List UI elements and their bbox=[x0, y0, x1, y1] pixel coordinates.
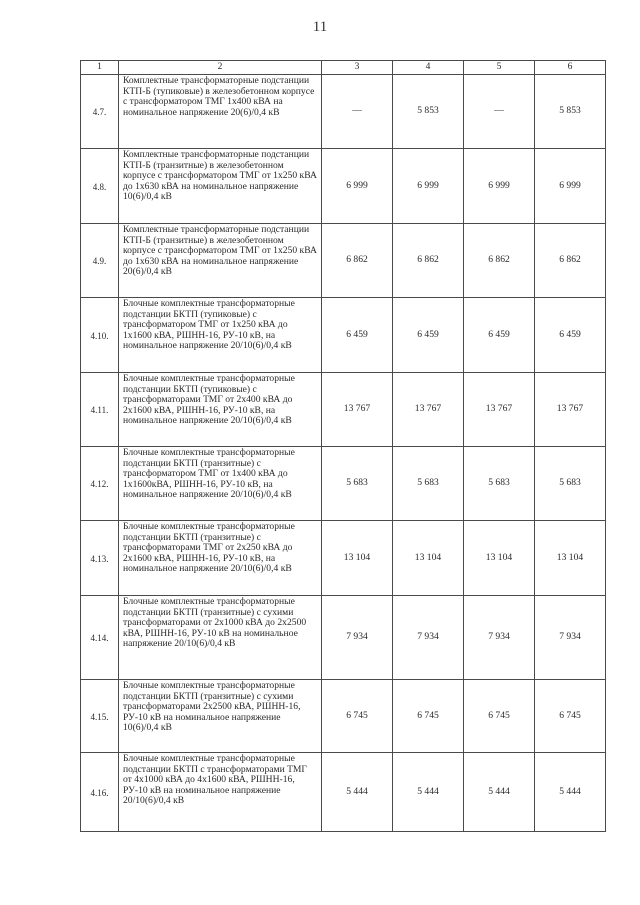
row-number: 4.9. bbox=[81, 224, 119, 298]
value-col-5: 5 444 bbox=[464, 753, 535, 832]
value-col-4: 7 934 bbox=[393, 596, 464, 680]
value-col-3: 6 459 bbox=[322, 298, 393, 373]
value-col-6: 7 934 bbox=[535, 596, 606, 680]
value-col-6: 13 767 bbox=[535, 373, 606, 447]
column-header: 5 bbox=[464, 61, 535, 75]
row-description: Блочные комплектные трансформаторные подстанции БКТП (транзитные) с сухими трансформаторами 2х2500 кВА, РШНН-16, РУ-10 кВ на номинальное напряжение 10(6)/0,4 кВ bbox=[119, 680, 322, 753]
row-description: Комплектные трансформаторные подстанции КТП-Б (транзитные) в железобетонном корпусе с трансформатором ТМГ от 1х250 кВА до 1х630 кВА на номинальное напряжение 20(6)/0,4 кВ bbox=[119, 224, 322, 298]
row-number: 4.14. bbox=[81, 596, 119, 680]
value-col-6: 6 459 bbox=[535, 298, 606, 373]
row-number: 4.8. bbox=[81, 149, 119, 224]
value-col-4: 5 444 bbox=[393, 753, 464, 832]
row-number: 4.15. bbox=[81, 680, 119, 753]
value-col-4: 5 683 bbox=[393, 447, 464, 521]
row-description: Блочные комплектные трансформаторные подстанции БКТП (тупиковые) с трансформатором ТМГ от 1х250 кВА до 1х1600 кВА, РШНН-16, РУ-10 кВ, на номинальное напряжение 20/10(6)/0,4 кВ bbox=[119, 298, 322, 373]
value-col-6: 5 683 bbox=[535, 447, 606, 521]
table-row bbox=[81, 373, 606, 447]
table-row bbox=[81, 298, 606, 373]
value-col-4: 13 767 bbox=[393, 373, 464, 447]
row-description: Блочные комплектные трансформаторные подстанции БКТП (тупиковые) с трансформаторами ТМГ от 2х400 кВА до 2х1600 кВА, РШНН-16, РУ-10 кВ, на номинальное напряжение 20/10(6)/0,4 кВ bbox=[119, 373, 322, 447]
value-col-6: 5 853 bbox=[535, 75, 606, 149]
row-number: 4.16. bbox=[81, 753, 119, 832]
value-col-3: 6 745 bbox=[322, 680, 393, 753]
value-col-5: 6 862 bbox=[464, 224, 535, 298]
row-description: Комплектные трансформаторные подстанции КТП-Б (транзитные) в железобетонном корпусе с трансформатором ТМГ от 1х250 кВА до 1х630 кВА на номинальное напряжение 10(6)/0,4 кВ bbox=[119, 149, 322, 224]
value-col-5: 7 934 bbox=[464, 596, 535, 680]
value-col-3: 6 862 bbox=[322, 224, 393, 298]
row-description: Комплектные трансформаторные подстанции КТП-Б (тупиковые) в железобетонном корпусе с трансформатором ТМГ 1х400 кВА на номинальное напряжение 20(6)/0,4 кВ bbox=[119, 75, 322, 149]
value-col-3: 6 999 bbox=[322, 149, 393, 224]
value-col-4: 5 853 bbox=[393, 75, 464, 149]
row-description: Блочные комплектные трансформаторные подстанции БКТП (транзитные) с сухими трансформаторами от 2х1000 кВА до 2х2500 кВА, РШНН-16, РУ-10 кВ на номинальное напряжение 20/10(6)/0,4 кВ bbox=[119, 596, 322, 680]
table-row bbox=[81, 521, 606, 596]
column-header: 2 bbox=[119, 61, 322, 75]
value-col-6: 13 104 bbox=[535, 521, 606, 596]
row-number: 4.10. bbox=[81, 298, 119, 373]
column-header: 6 bbox=[535, 61, 606, 75]
table-row bbox=[81, 596, 606, 680]
value-col-5: 13 104 bbox=[464, 521, 535, 596]
table-row bbox=[81, 447, 606, 521]
value-col-3: 13 767 bbox=[322, 373, 393, 447]
row-number: 4.12. bbox=[81, 447, 119, 521]
value-col-3: 13 104 bbox=[322, 521, 393, 596]
value-col-4: 13 104 bbox=[393, 521, 464, 596]
table-header-row bbox=[81, 61, 606, 75]
value-col-3: 5 444 bbox=[322, 753, 393, 832]
value-col-5: 6 459 bbox=[464, 298, 535, 373]
value-col-6: 6 745 bbox=[535, 680, 606, 753]
tariff-table bbox=[80, 60, 606, 832]
table-row bbox=[81, 75, 606, 149]
row-number: 4.13. bbox=[81, 521, 119, 596]
row-number: 4.7. bbox=[81, 75, 119, 149]
value-col-5: 5 683 bbox=[464, 447, 535, 521]
column-header: 3 bbox=[322, 61, 393, 75]
value-col-4: 6 862 bbox=[393, 224, 464, 298]
value-col-4: 6 999 bbox=[393, 149, 464, 224]
value-col-4: 6 459 bbox=[393, 298, 464, 373]
row-number: 4.11. bbox=[81, 373, 119, 447]
value-col-5: — bbox=[464, 75, 535, 149]
row-description: Блочные комплектные трансформаторные подстанции БКТП (транзитные) с трансформатором ТМГ от 1х400 кВА до 1х1600кВА, РШНН-16, РУ-10 кВ, на номинальное напряжение 20/10(6)/0,4 кВ bbox=[119, 447, 322, 521]
value-col-3: 7 934 bbox=[322, 596, 393, 680]
column-header: 1 bbox=[81, 61, 119, 75]
value-col-6: 5 444 bbox=[535, 753, 606, 832]
value-col-6: 6 999 bbox=[535, 149, 606, 224]
value-col-6: 6 862 bbox=[535, 224, 606, 298]
value-col-5: 13 767 bbox=[464, 373, 535, 447]
table-row bbox=[81, 149, 606, 224]
value-col-5: 6 745 bbox=[464, 680, 535, 753]
page-number: 11 bbox=[312, 19, 328, 35]
table-row bbox=[81, 753, 606, 832]
value-col-5: 6 999 bbox=[464, 149, 535, 224]
row-description: Блочные комплектные трансформаторные подстанции БКТП (транзитные) с трансформаторами ТМГ от 2х250 кВА до 2х1600 кВА, РШНН-16, РУ-10 кВ, на номинальное напряжение 20/10(6)/0,4 кВ bbox=[119, 521, 322, 596]
table-row bbox=[81, 680, 606, 753]
value-col-3: 5 683 bbox=[322, 447, 393, 521]
value-col-3: — bbox=[322, 75, 393, 149]
column-header: 4 bbox=[393, 61, 464, 75]
table-row bbox=[81, 224, 606, 298]
value-col-4: 6 745 bbox=[393, 680, 464, 753]
row-description: Блочные комплектные трансформаторные подстанции БКТП с трансформаторами ТМГ от 4х1000 кВА до 4х1600 кВА, РШНН-16, РУ-10 кВ на номинальное напряжение 20/10(6)/0,4 кВ bbox=[119, 753, 322, 832]
